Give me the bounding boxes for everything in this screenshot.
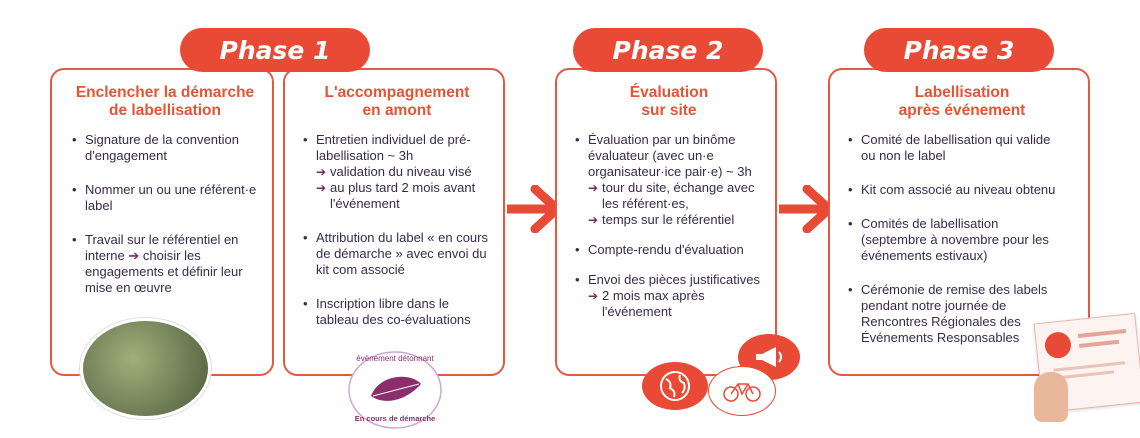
card-labellisation-title: Labellisation après événement [898, 84, 1026, 119]
list-item: • Entretien individuel de pré-labellisation ~ 3h ➔ validation du niveau visé ➔ au plus tard 2 mois avant l'événement [301, 132, 493, 212]
list-item: • Compte-rendu d'évaluation [573, 242, 765, 258]
phase-2-label: Phase 2 [612, 35, 724, 65]
card-evaluation-title: Évaluation sur site [629, 84, 709, 119]
stamp-bottom-text: En cours de démarche [354, 414, 436, 423]
list-item: • Travail sur le référentiel en interne ➔ choisir les engagements et définir leur mise en œuvre [70, 232, 260, 296]
bicycle-icon [722, 379, 762, 403]
phase-1-pill [180, 28, 370, 72]
card-accompagnement [283, 68, 505, 376]
phase-3-pill [864, 28, 1054, 72]
card-evaluation [555, 68, 777, 376]
arrow-icon: ➔ [588, 289, 599, 303]
list-item: • Envoi des pièces justificatives ➔ 2 mois max après l'événement [573, 272, 765, 320]
globe-icon [658, 369, 692, 403]
megaphone-icon [752, 344, 786, 370]
phase-1-label: Phase 1 [219, 35, 331, 65]
arrow-icon: ➔ [588, 181, 599, 195]
card-enclencher-list [70, 132, 260, 296]
card-enclencher-title: Enclencher la démarche de labellisation [75, 84, 255, 119]
list-item: • Signature de la convention d'engagement [70, 132, 260, 164]
list-item: • Inscription libre dans le tableau des co-évaluations [301, 296, 493, 328]
phase-3-label: Phase 3 [903, 35, 1015, 65]
card-labellisation-list [846, 132, 1064, 346]
arrow-icon: ➔ [128, 248, 140, 263]
hand-image [1034, 372, 1068, 422]
list-item: • Nommer un ou une référent·e label [70, 182, 260, 214]
list-item: • Comités de labellisation (septembre à novembre pour les événements estivaux) [846, 216, 1064, 264]
stamp-top-text: évènement détonnant [356, 354, 434, 363]
list-item: • Évaluation par un binôme évaluateur (avec un·e organisateur·ice pair·e) ~ 3h ➔ tour du site, échange avec les référent·es, ➔ temps sur le référentiel [573, 132, 765, 228]
card-accompagnement-title: L'accompagnement en amont [324, 84, 470, 119]
card-evaluation-list [573, 132, 765, 320]
arrow-icon: ➔ [316, 165, 327, 179]
en-cours-stamp [345, 348, 445, 432]
certificate-seal [1044, 331, 1073, 360]
list-item: • Comité de labellisation qui valide ou non le label [846, 132, 1064, 164]
list-item: • Kit com associé au niveau obtenu [846, 182, 1064, 198]
team-photo [80, 318, 211, 419]
list-item: • Attribution du label « en cours de démarche » avec envoi du kit com associé [301, 230, 493, 278]
bicycle-sticker [708, 366, 776, 416]
arrow-icon: ➔ [588, 213, 599, 227]
phase-2-pill [573, 28, 763, 72]
card-accompagnement-list [301, 132, 493, 328]
list-item: • Cérémonie de remise des labels pendant notre journée de Rencontres Régionales des Événements Responsables [846, 282, 1064, 346]
arrow-icon: ➔ [316, 181, 327, 195]
right-arrow-icon [779, 185, 835, 233]
globe-sticker [642, 362, 708, 410]
